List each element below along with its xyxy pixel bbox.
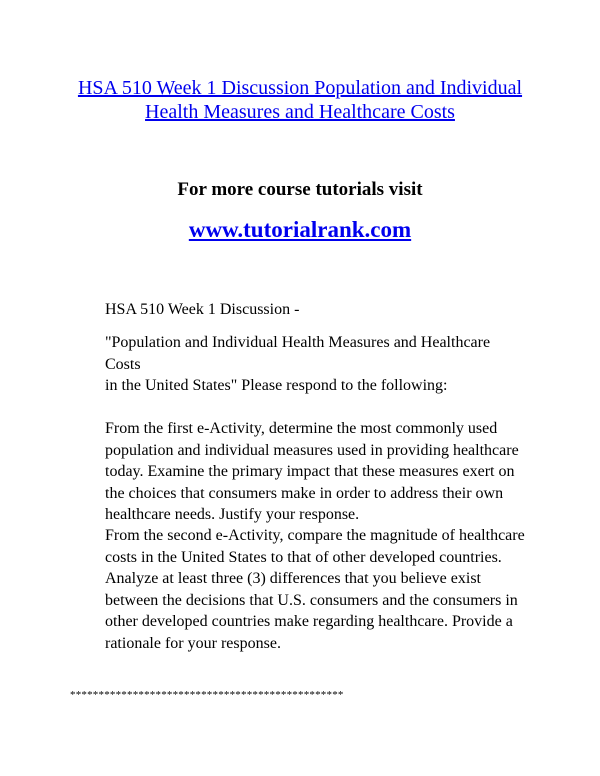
question-paragraph-2 xyxy=(105,525,525,654)
discussion-prompt xyxy=(105,332,525,397)
title-line-1[interactable]: HSA 510 Week 1 Discussion Population and Individual xyxy=(77,77,523,99)
paragraph-2-line: From the second e-Activity, compare the magnitude of healthcare xyxy=(105,527,525,544)
prompt-line-2: in the United States" Please respond to the following: xyxy=(105,377,448,394)
paragraph-1-line: population and individual measures used in providing healthcare xyxy=(105,441,519,459)
paragraph-1-line: the choices that consumers make in order to address their own xyxy=(105,484,504,502)
tutorial-site-link[interactable]: www.tutorialrank.com xyxy=(188,217,412,242)
document-title-link[interactable] xyxy=(70,76,530,124)
visit-prompt: For more course tutorials visit xyxy=(177,179,423,200)
paragraph-1-line: healthcare needs. Justify your response. xyxy=(105,506,360,523)
discussion-heading: HSA 510 Week 1 Discussion - xyxy=(105,301,300,318)
paragraph-1-line: today. Examine the primary impact that these measures exert on xyxy=(105,463,515,480)
paragraph-2-line: other developed countries make regarding healthcare. Provide a xyxy=(105,613,513,630)
paragraph-2-line: Analyze at least three (3) differences that you believe exist xyxy=(105,570,481,587)
question-paragraph-1 xyxy=(105,418,525,526)
paragraph-2-line: between the decisions that U.S. consumers and the consumers in xyxy=(105,591,518,609)
paragraph-2-line: costs in the United States to that of other developed countries. xyxy=(105,548,502,566)
title-line-2[interactable]: Health Measures and Healthcare Costs xyxy=(145,101,455,123)
prompt-line-1: "Population and Individual Health Measures and Healthcare Costs xyxy=(105,334,491,373)
asterisk-divider: ************************************************ xyxy=(70,689,344,701)
paragraph-2-line: rationale for your response. xyxy=(105,634,281,652)
paragraph-1-line: From the first e-Activity, determine the most commonly used xyxy=(105,420,498,437)
